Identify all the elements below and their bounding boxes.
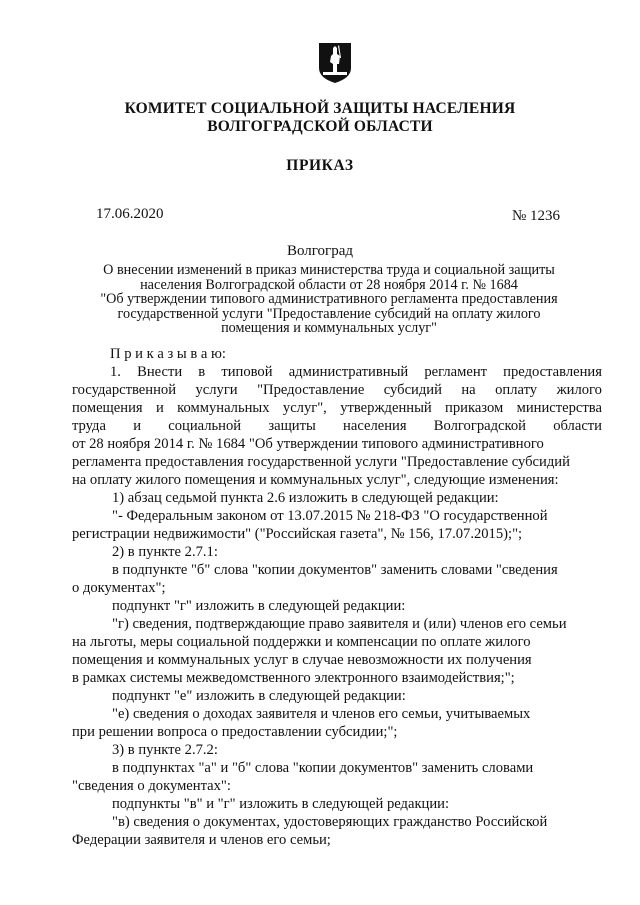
document-city: Волгоград bbox=[286, 243, 353, 259]
prikazyvayu-text: П р и к а з ы в а ю: bbox=[110, 346, 226, 362]
word: государственной bbox=[72, 382, 177, 398]
paragraph-line: помещения и коммунальных услуг в случае невозможности их получения bbox=[72, 652, 532, 668]
paragraph-line: о документах"; bbox=[72, 580, 166, 596]
paragraph-line: "г) сведения, подтверждающие право заявителя и (или) членов его семьи bbox=[112, 616, 567, 632]
paragraph-line: при решении вопроса о предоставлении субсидии;"; bbox=[72, 724, 398, 740]
paragraph-line: подпункт "г" изложить в следующей редакции: bbox=[112, 598, 406, 614]
paragraph-line: "в) сведения о документах, удостоверяющих гражданство Российской bbox=[112, 814, 548, 830]
paragraph-line: в рамках системы межведомственного электронного взаимодействия;"; bbox=[72, 670, 515, 686]
word: приказом bbox=[445, 400, 504, 416]
paragraph-line: в подпунктах "а" и "б" слова "копии документов" заменить словами bbox=[112, 760, 534, 776]
paragraph-line: подпункты "в" и "г" изложить в следующей редакции: bbox=[112, 796, 450, 812]
paragraph-line: в подпункте "б" слова "копии документов" заменить словами "сведения bbox=[112, 562, 558, 578]
word: предоставления bbox=[503, 364, 602, 380]
word: типовой bbox=[221, 364, 273, 380]
word: в bbox=[198, 364, 206, 380]
document-body bbox=[72, 345, 602, 849]
document-subject bbox=[84, 263, 574, 336]
item-2: 2) в пункте 2.7.1: bbox=[112, 544, 218, 560]
item-3: 3) в пункте 2.7.2: bbox=[112, 742, 218, 758]
volgograd-coat-of-arms-icon bbox=[318, 42, 352, 84]
word: оплату bbox=[495, 382, 538, 398]
paragraph-line: на льготы, меры социальной поддержки и компенсации по оплате жилого bbox=[72, 634, 531, 650]
org-name-line2: ВОЛГОГРАДСКОЙ ОБЛАСТИ bbox=[207, 118, 433, 135]
paragraph-line: на оплату жилого помещения и коммунальных услуг", следующие изменения: bbox=[72, 472, 559, 488]
justified-line bbox=[72, 417, 602, 435]
word: населения bbox=[343, 418, 407, 434]
paragraph-line: от 28 ноября 2014 г. № 1684 "Об утверждении типового административного bbox=[72, 436, 544, 452]
word: административный bbox=[288, 364, 409, 380]
word: Внести bbox=[137, 364, 183, 380]
word: услуг", bbox=[282, 400, 327, 416]
word: "Предоставление bbox=[257, 382, 365, 398]
item-1: 1) абзац седьмой пункта 2.6 изложить в следующей редакции: bbox=[112, 490, 499, 506]
paragraph-line: регламента предоставления государственной услуги "Предоставление субсидий bbox=[72, 454, 570, 470]
word: и bbox=[155, 400, 164, 416]
word: и bbox=[133, 418, 141, 434]
word: жилого bbox=[556, 382, 602, 398]
word: области bbox=[553, 418, 602, 434]
subject-line: населения Волгоградской области от 28 ноября 2014 г. № 1684 bbox=[140, 276, 518, 293]
word: на bbox=[461, 382, 476, 398]
subject-line: "Об утверждении типового административного регламента предоставления bbox=[100, 291, 558, 308]
subject-line: помещения и коммунальных услуг" bbox=[221, 320, 437, 337]
paragraph-line: "- Федеральным законом от 13.07.2015 № 218-ФЗ "О государственной bbox=[112, 508, 548, 524]
subject-line: О внесении изменений в приказ министерства труда и социальной защиты bbox=[103, 262, 555, 278]
word: коммунальных bbox=[177, 400, 270, 416]
word: 1. bbox=[110, 364, 121, 380]
subject-line: государственной услуги "Предоставление субсидий на оплату жилого bbox=[117, 305, 541, 322]
justified-line bbox=[72, 399, 602, 417]
paragraph-line: регистрации недвижимости" ("Российская газета", № 156, 17.07.2015);"; bbox=[72, 526, 523, 542]
prikazyvayu-line bbox=[72, 345, 602, 363]
document-date: 17.06.2020 bbox=[96, 206, 164, 222]
paragraph-line: "е) сведения о доходах заявителя и членов его семьи, учитываемых bbox=[112, 706, 531, 722]
word: Волгоградской bbox=[433, 418, 526, 434]
word: услуги bbox=[195, 382, 238, 398]
org-name-line1: КОМИТЕТ СОЦИАЛЬНОЙ ЗАЩИТЫ НАСЕЛЕНИЯ bbox=[124, 100, 516, 117]
justified-line bbox=[72, 363, 602, 381]
word: регламент bbox=[424, 364, 488, 380]
paragraph-line: "сведения о документах": bbox=[72, 778, 231, 794]
word: министерства bbox=[516, 400, 602, 416]
document-type-title: ПРИКАЗ bbox=[286, 157, 354, 174]
word: социальной bbox=[168, 418, 242, 434]
justified-line bbox=[72, 381, 602, 399]
paragraph-line: Федерации заявителя и членов его семьи; bbox=[72, 832, 331, 848]
word: субсидий bbox=[383, 382, 442, 398]
word: утвержденный bbox=[340, 400, 432, 416]
word: помещения bbox=[72, 400, 143, 416]
word: труда bbox=[72, 418, 106, 434]
document-number: № 1236 bbox=[512, 208, 561, 224]
paragraph-line: подпункт "е" изложить в следующей редакции: bbox=[112, 688, 406, 704]
word: защиты bbox=[268, 418, 316, 434]
